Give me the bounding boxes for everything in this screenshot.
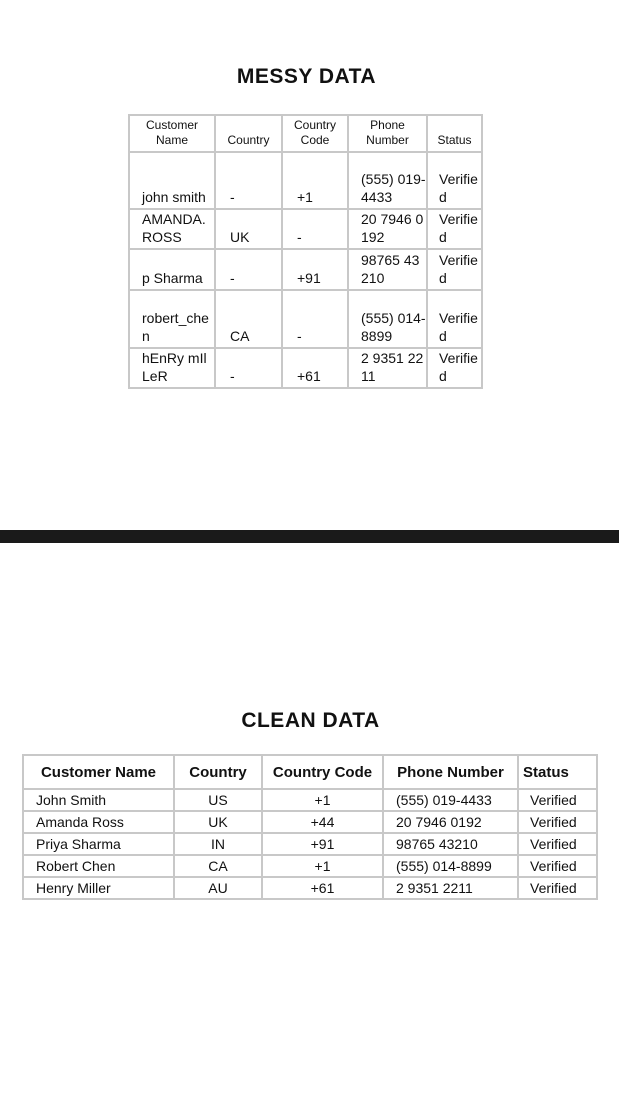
table-row [129,209,482,249]
messy-cell-phone: (555) 019-4433 [348,152,427,209]
messy-cell-status: Verified [427,348,482,388]
table-row [129,152,482,209]
table-row [23,855,597,877]
messy-cell-status: Verified [427,249,482,290]
clean-header-country: Country [174,755,262,789]
clean-cell-phone: (555) 019-4433 [383,789,518,811]
clean-header-row [23,755,597,789]
clean-cell-status: Verified [518,855,597,877]
messy-cell-code: +91 [282,249,348,290]
table-row [129,249,482,290]
messy-cell-name: hEnRy mIlLeR [129,348,215,388]
clean-cell-country: US [174,789,262,811]
clean-header-status: Status [518,755,597,789]
table-row [23,789,597,811]
messy-cell-status: Verified [427,290,482,348]
messy-cell-name: AMANDA.ROSS [129,209,215,249]
messy-cell-code: - [282,290,348,348]
table-row [129,348,482,388]
clean-cell-country: UK [174,811,262,833]
messy-cell-phone: 98765 43210 [348,249,427,290]
messy-data-title: MESSY DATA [236,65,377,88]
clean-cell-status: Verified [518,811,597,833]
clean-data-title: CLEAN DATA [241,709,380,732]
messy-header-row [129,115,482,152]
messy-cell-name: john smith [129,152,215,209]
clean-cell-name: Robert Chen [23,855,174,877]
messy-cell-code: +1 [282,152,348,209]
messy-cell-status: Verified [427,152,482,209]
clean-cell-status: Verified [518,877,597,899]
messy-cell-status: Verified [427,209,482,249]
clean-cell-country: AU [174,877,262,899]
messy-cell-name: robert_chen [129,290,215,348]
messy-cell-country: UK [215,209,282,249]
clean-cell-code: +61 [262,877,383,899]
clean-cell-code: +1 [262,855,383,877]
clean-cell-country: IN [174,833,262,855]
clean-cell-code: +91 [262,833,383,855]
clean-cell-phone: 2 9351 2211 [383,877,518,899]
messy-cell-country: - [215,249,282,290]
messy-cell-code: +61 [282,348,348,388]
messy-cell-phone: 2 9351 2211 [348,348,427,388]
messy-cell-country: - [215,152,282,209]
messy-data-table [128,114,483,389]
clean-header-phone: Phone Number [383,755,518,789]
clean-cell-code: +44 [262,811,383,833]
clean-cell-status: Verified [518,833,597,855]
clean-header-code: Country Code [262,755,383,789]
clean-data-table [22,754,598,900]
messy-cell-phone: 20 7946 0192 [348,209,427,249]
clean-cell-name: Amanda Ross [23,811,174,833]
clean-cell-phone: 98765 43210 [383,833,518,855]
messy-cell-phone: (555) 014-8899 [348,290,427,348]
messy-cell-country: CA [215,290,282,348]
messy-header-name: Customer Name [129,115,215,152]
table-row [23,833,597,855]
messy-cell-code: - [282,209,348,249]
messy-header-country: Country [215,115,282,152]
clean-cell-name: John Smith [23,789,174,811]
clean-cell-name: Priya Sharma [23,833,174,855]
clean-cell-status: Verified [518,789,597,811]
messy-header-phone: Phone Number [348,115,427,152]
messy-cell-name: p Sharma [129,249,215,290]
table-row [23,811,597,833]
table-row [23,877,597,899]
messy-header-code: Country Code [282,115,348,152]
clean-cell-code: +1 [262,789,383,811]
clean-cell-country: CA [174,855,262,877]
clean-cell-phone: 20 7946 0192 [383,811,518,833]
clean-header-name: Customer Name [23,755,174,789]
table-row [129,290,482,348]
messy-header-status: Status [427,115,482,152]
clean-cell-name: Henry Miller [23,877,174,899]
section-divider [0,530,619,543]
clean-cell-phone: (555) 014-8899 [383,855,518,877]
messy-cell-country: - [215,348,282,388]
